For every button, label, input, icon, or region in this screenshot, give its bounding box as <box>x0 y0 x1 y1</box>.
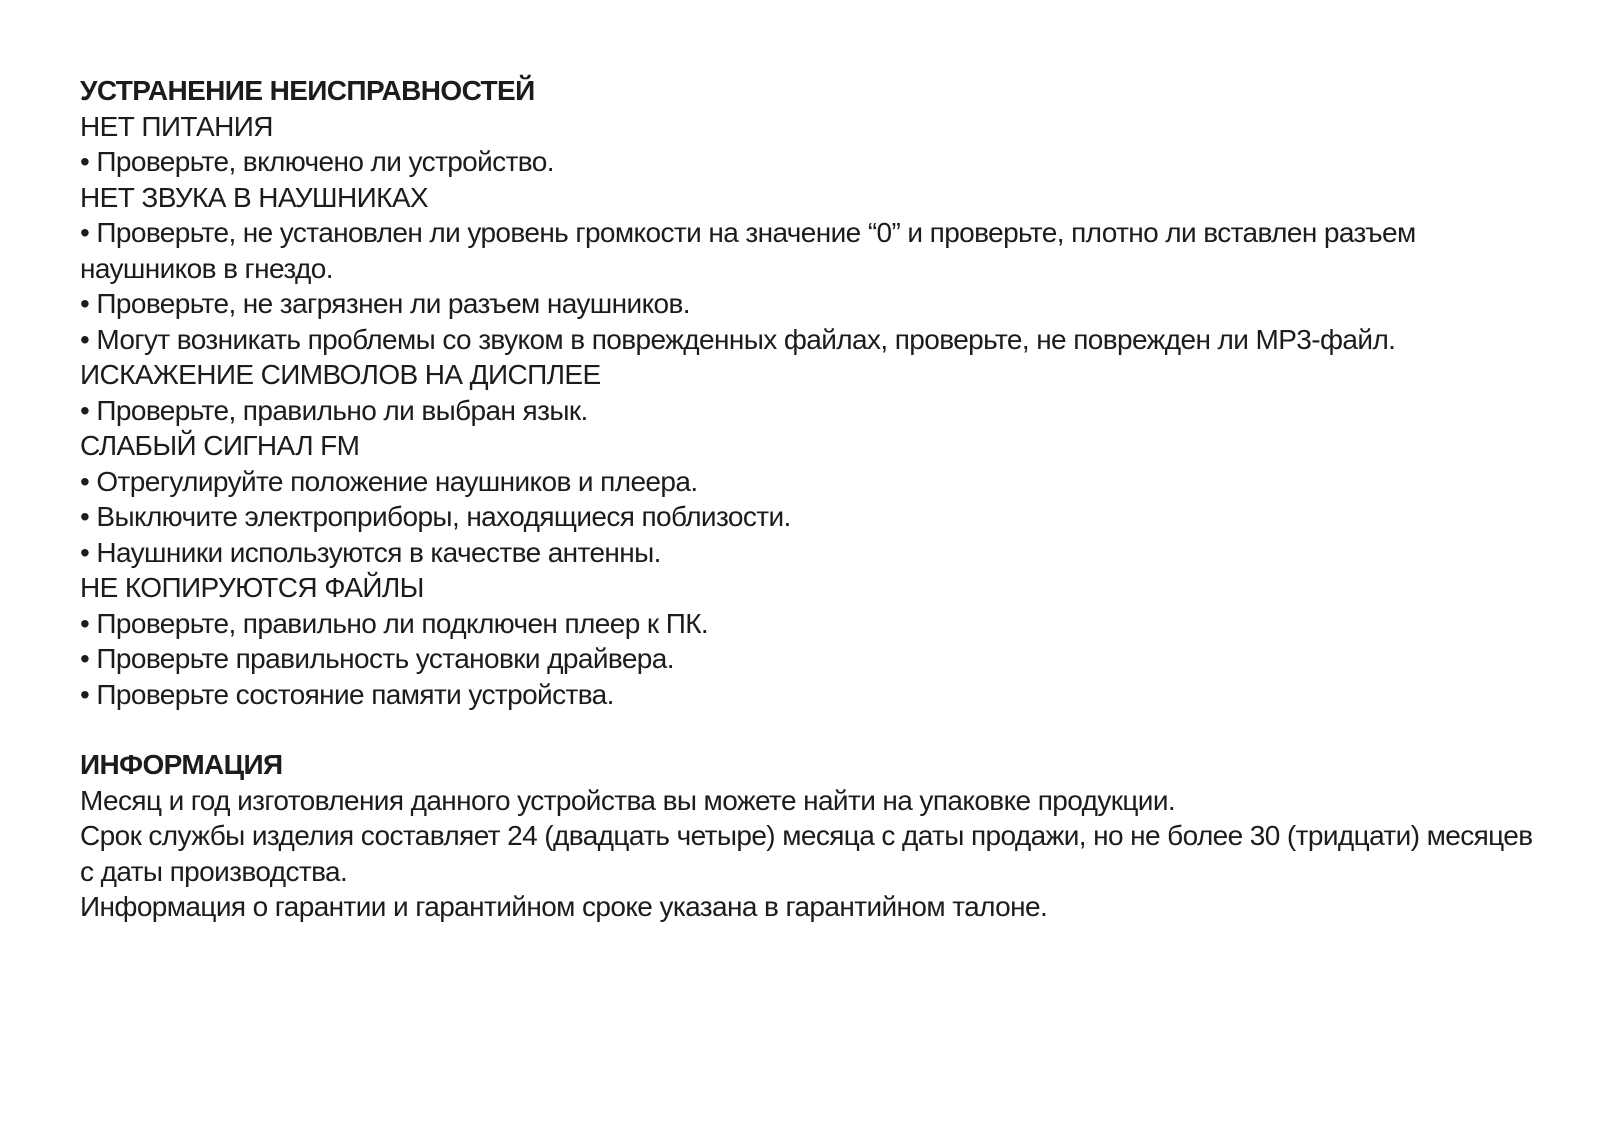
list-item: • Проверьте, правильно ли выбран язык. <box>80 394 588 426</box>
section-heading-weak-fm: СЛАБЫЙ СИГНАЛ FM <box>80 430 360 461</box>
list-item: • Проверьте, не установлен ли уровень громкости на значение “0” и проверьте, плотно ли вставлен разъем наушников в гнездо. <box>80 217 1416 284</box>
document-page <box>80 73 1540 925</box>
troubleshooting-title: УСТРАНЕНИЕ НЕИСПРАВНОСТЕЙ <box>80 75 535 106</box>
information-paragraph: Информация о гарантии и гарантийном сроке указана в гарантийном талоне. <box>80 891 1048 922</box>
list-item: • Проверьте, правильно ли подключен плеер к ПК. <box>80 607 709 639</box>
list-item: • Проверьте состояние памяти устройства. <box>80 678 614 710</box>
list-item: • Отрегулируйте положение наушников и плеера. <box>80 465 698 497</box>
list-item: • Проверьте, не загрязнен ли разъем наушников. <box>80 288 690 319</box>
list-item: • Наушники используются в качестве антенны. <box>80 536 661 568</box>
list-item: • Могут возникать проблемы со звуком в поврежденных файлах, проверьте, не поврежден ли MP3-файл. <box>80 323 1396 355</box>
section-heading-no-power: НЕТ ПИТАНИЯ <box>80 110 273 142</box>
list-item: • Проверьте, включено ли устройство. <box>80 146 554 177</box>
section-spacer <box>80 712 1540 747</box>
information-paragraph: Срок службы изделия составляет 24 (двадцать четыре) месяца с даты продажи, но не более 30 (тридцати) месяцев с даты производства. <box>80 820 1533 887</box>
section-heading-display-distortion: ИСКАЖЕНИЕ СИМВОЛОВ НА ДИСПЛЕЕ <box>80 359 601 390</box>
list-item: • Проверьте правильность установки драйвера. <box>80 643 674 674</box>
list-item: • Выключите электроприборы, находящиеся поблизости. <box>80 501 791 532</box>
section-heading-files-not-copied: НЕ КОПИРУЮТСЯ ФАЙЛЫ <box>80 572 424 603</box>
information-title: ИНФОРМАЦИЯ <box>80 749 283 780</box>
section-heading-no-sound: НЕТ ЗВУКА В НАУШНИКАХ <box>80 181 428 213</box>
information-paragraph: Месяц и год изготовления данного устройства вы можете найти на упаковке продукции. <box>80 784 1176 816</box>
